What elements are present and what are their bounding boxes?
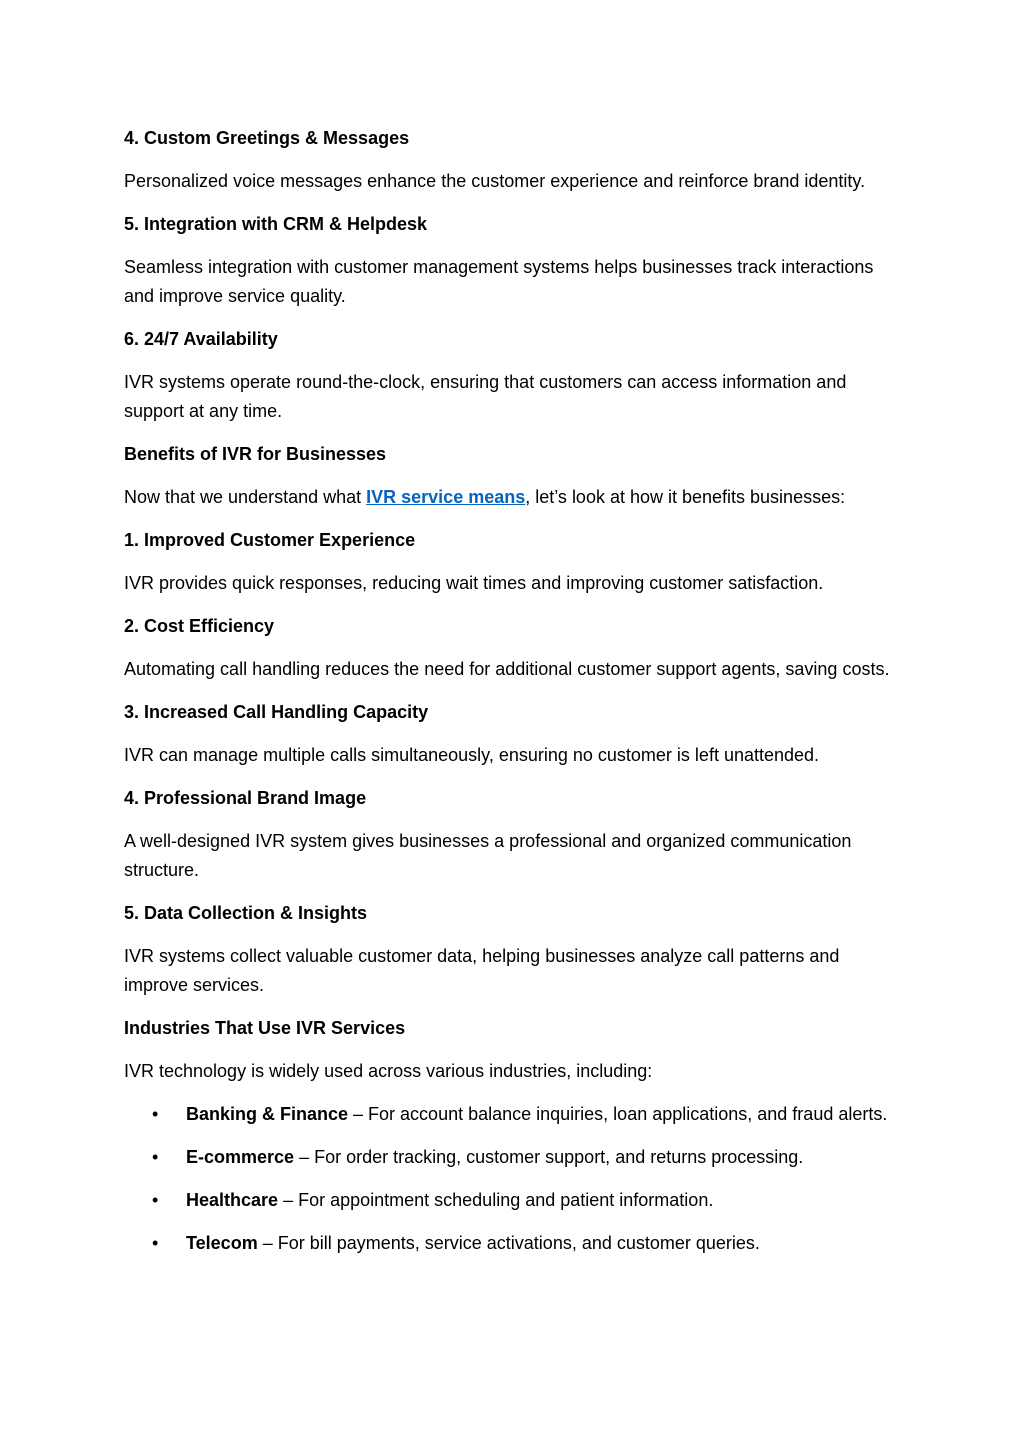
paragraph-call-capacity: IVR can manage multiple calls simultaneously, ensuring no customer is left unattended.: [124, 745, 820, 765]
heading-brand-image: 4. Professional Brand Image: [124, 788, 367, 808]
bullet-icon: •: [152, 1233, 159, 1253]
list-item: [124, 1143, 904, 1172]
ivr-service-means-link[interactable]: IVR service means: [366, 487, 526, 507]
paragraph-customer-experience: IVR provides quick responses, reducing wait times and improving customer satisfaction.: [124, 573, 824, 593]
industry-term: Healthcare: [186, 1190, 279, 1210]
list-item: [124, 1100, 904, 1129]
paragraph-brand-image: A well-designed IVR system gives businesses a professional and organized communication structure.: [124, 831, 852, 880]
industry-description: – For order tracking, customer support, and returns processing.: [294, 1147, 804, 1167]
heading-call-capacity: 3. Increased Call Handling Capacity: [124, 702, 429, 722]
bullet-icon: •: [152, 1190, 159, 1210]
heading-benefits: Benefits of IVR for Businesses: [124, 444, 387, 464]
paragraph-industries: IVR technology is widely used across various industries, including:: [124, 1061, 653, 1081]
list-item: [124, 1186, 904, 1215]
paragraph-cost-efficiency: Automating call handling reduces the need for additional customer support agents, saving costs.: [124, 659, 890, 679]
heading-availability: 6. 24/7 Availability: [124, 329, 278, 349]
heading-data-collection: 5. Data Collection & Insights: [124, 903, 368, 923]
bullet-icon: •: [152, 1104, 159, 1124]
list-item: [124, 1229, 904, 1258]
bullet-icon: •: [152, 1147, 159, 1167]
industry-term: Banking & Finance: [186, 1104, 349, 1124]
paragraph-custom-greetings: Personalized voice messages enhance the customer experience and reinforce brand identity.: [124, 171, 866, 191]
paragraph-crm-integration: Seamless integration with customer management systems helps businesses track interactions and improve service quality.: [124, 257, 874, 306]
industry-description: – For bill payments, service activations, and customer queries.: [257, 1233, 760, 1253]
industry-term: Telecom: [186, 1233, 258, 1253]
document-page: [124, 124, 904, 1272]
benefits-text-before: Now that we understand what: [124, 487, 367, 507]
heading-industries: Industries That Use IVR Services: [124, 1018, 406, 1038]
industries-list: [124, 1100, 904, 1258]
heading-custom-greetings: 4. Custom Greetings & Messages: [124, 128, 410, 148]
industry-term: E-commerce: [186, 1147, 295, 1167]
industry-description: – For appointment scheduling and patient information.: [278, 1190, 714, 1210]
paragraph-data-collection: IVR systems collect valuable customer data, helping businesses analyze call patterns and improve services.: [124, 946, 840, 995]
industry-description: – For account balance inquiries, loan applications, and fraud alerts.: [348, 1104, 888, 1124]
heading-cost-efficiency: 2. Cost Efficiency: [124, 616, 275, 636]
paragraph-benefits: [124, 483, 904, 512]
heading-customer-experience: 1. Improved Customer Experience: [124, 530, 416, 550]
benefits-text-after: , let’s look at how it benefits businesses:: [525, 487, 846, 507]
paragraph-availability: IVR systems operate round-the-clock, ensuring that customers can access information and support at any time.: [124, 372, 847, 421]
heading-crm-integration: 5. Integration with CRM & Helpdesk: [124, 214, 428, 234]
